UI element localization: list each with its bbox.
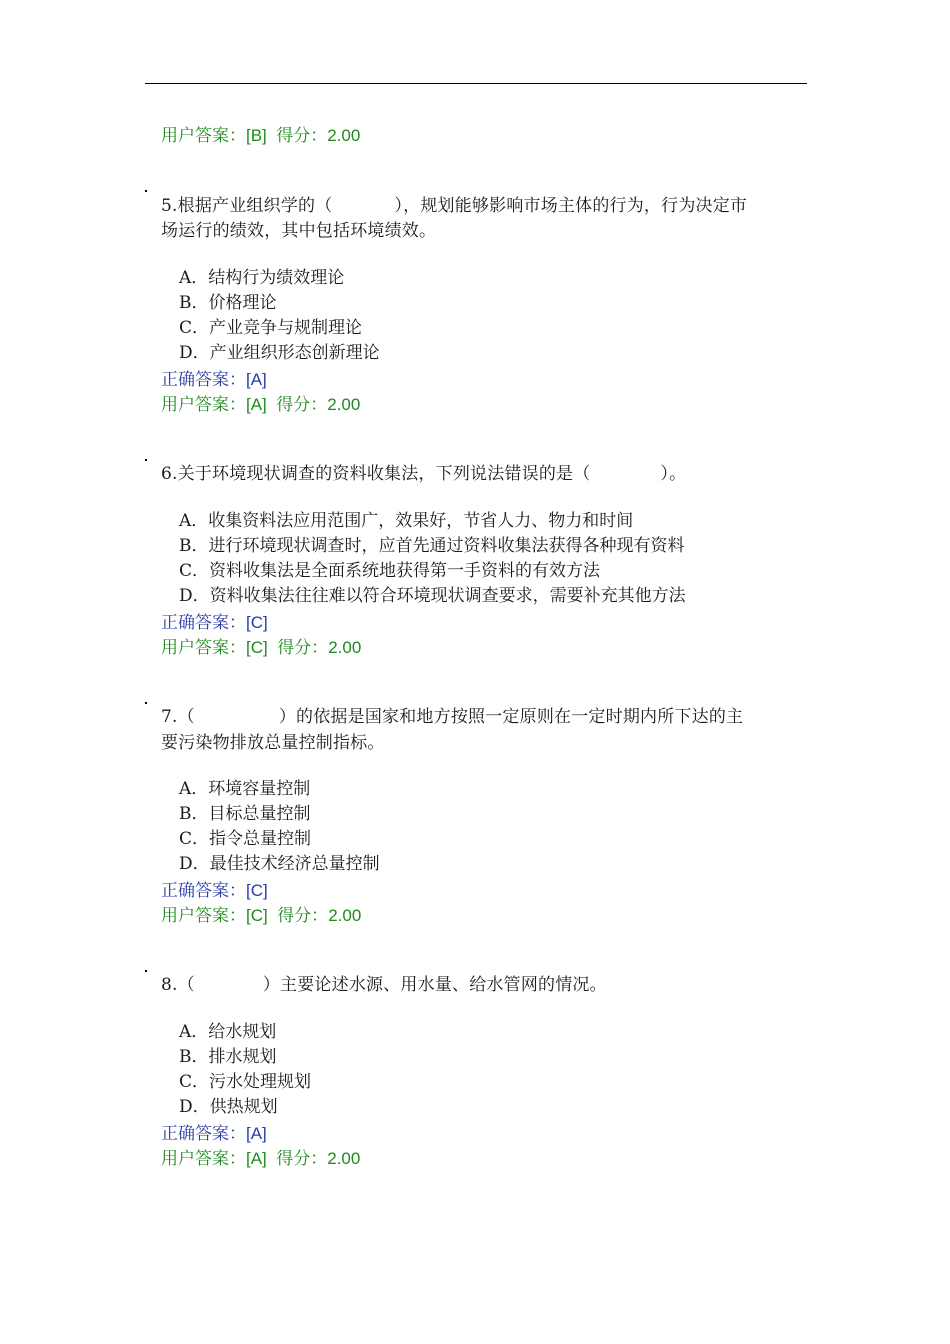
question-7-line2: 要污染物排放总量控制指标。 — [161, 733, 385, 753]
option-c: C．指令总量控制 — [179, 829, 312, 849]
bullet-dot — [145, 190, 147, 192]
bullet-dot — [145, 459, 147, 461]
option-b: B．目标总量控制 — [179, 804, 311, 824]
user-answer-label: 用户答案： — [161, 126, 246, 145]
bullet-dot — [145, 970, 147, 972]
user-answer-value: [B] — [246, 126, 267, 145]
option-a: A．给水规划 — [179, 1022, 277, 1042]
option-c: C．资料收集法是全面系统地获得第一手资料的有效方法 — [179, 561, 601, 581]
option-c: C．污水处理规划 — [179, 1072, 312, 1092]
option-a: A．收集资料法应用范围广，效果好，节省人力、物力和时间 — [179, 511, 634, 531]
option-d: D．资料收集法往往难以符合环境现状调查要求，需要补充其他方法 — [179, 586, 686, 606]
score-value: 2.00 — [327, 126, 361, 145]
score-label: 得分： — [276, 126, 328, 145]
option-d: D．产业组织形态创新理论 — [179, 343, 380, 363]
question-7-line1: 7.（ ）的依据是国家和地方按照一定原则在一定时期内所下达的主 — [161, 707, 744, 727]
correct-answer: 正确答案：[A] — [161, 370, 267, 389]
bullet-dot — [145, 702, 147, 704]
user-answer: 用户答案：[A] 得分：2.00 — [161, 1149, 361, 1168]
option-c: C．产业竞争与规制理论 — [179, 318, 363, 338]
correct-answer: 正确答案：[A] — [161, 1124, 267, 1143]
user-answer: 用户答案：[A] 得分：2.00 — [161, 395, 361, 414]
option-d: D．供热规划 — [179, 1097, 278, 1117]
option-b: B．价格理论 — [179, 293, 277, 313]
option-a: A．结构行为绩效理论 — [179, 268, 345, 288]
option-b: B．进行环境现状调查时，应首先通过资料收集法获得各种现有资料 — [179, 536, 685, 556]
question-6-line1: 6.关于环境现状调查的资料收集法，下列说法错误的是（ ）。 — [161, 464, 687, 484]
option-a: A．环境容量控制 — [179, 779, 311, 799]
top-divider — [145, 83, 807, 84]
option-b: B．排水规划 — [179, 1047, 277, 1067]
question-8-line1: 8.（ ）主要论述水源、用水量、给水管网的情况。 — [161, 975, 607, 995]
option-d: D．最佳技术经济总量控制 — [179, 854, 380, 874]
correct-answer: 正确答案：[C] — [161, 613, 268, 632]
question-5-line1: 5.根据产业组织学的（ ），规划能够影响市场主体的行为，行为决定市 — [161, 196, 748, 216]
question-5-line2: 场运行的绩效，其中包括环境绩效。 — [161, 221, 437, 241]
prev-user-answer — [161, 124, 360, 148]
correct-answer: 正确答案：[C] — [161, 881, 268, 900]
user-answer: 用户答案：[C] 得分：2.00 — [161, 906, 362, 925]
user-answer: 用户答案：[C] 得分：2.00 — [161, 638, 362, 657]
